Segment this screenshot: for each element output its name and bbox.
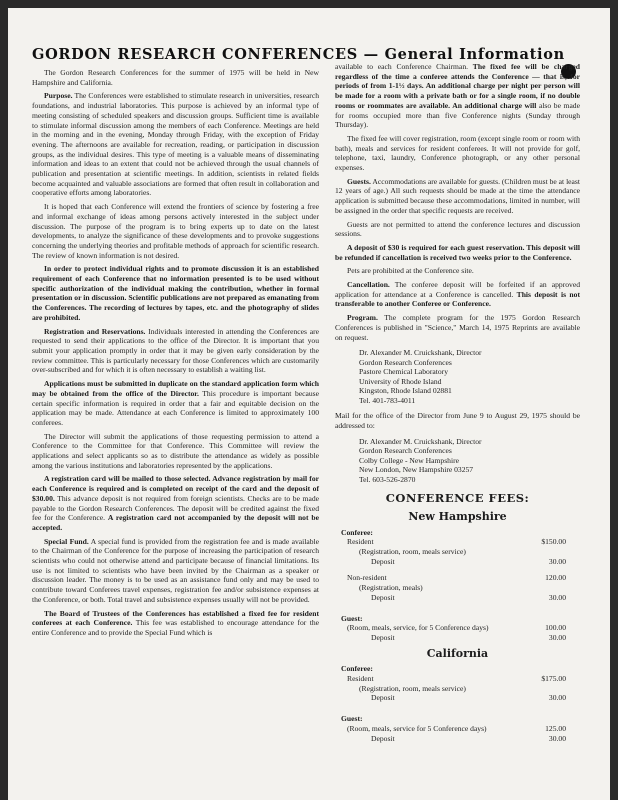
fee-row: Deposit 30.00	[371, 733, 566, 743]
left-column	[32, 68, 319, 642]
california-heading: California	[426, 646, 489, 660]
mail-paragraph: Mail for the office of the Director from June 9 to August 29, 1975 should be addressed to:	[335, 411, 580, 430]
fee-row: (Room, meals, service, for 5 Conference days) 100.00	[347, 623, 566, 633]
fee-row: Resident $150.00	[347, 537, 566, 547]
guest-deposit-paragraph: A deposit of $30 is required for each guest reservation. This deposit will be refunded if cancellation is received two weeks prior to the Conference.	[335, 242, 580, 262]
conference-fees-heading: CONFERENCE FEES:	[385, 491, 530, 506]
hoped-paragraph: It is hoped that each Conference will extend the frontiers of science by fostering a free and informal exchange of ideas among persons actively interested in the subject under discussion. The purpose of the program is to bring experts up to date on the latest developments, to analyze the significance of these developments and to provoke suggestions concerning the underlying theories and profitable methods of approach for scientific research. The review of known information is not desired.	[32, 202, 319, 260]
fee-row: Deposit 30.00	[371, 592, 566, 602]
fee-continuation-paragraph: available to each Conference Chairman. The fixed fee will be charged regardless of the time a conferee attends the Conference — that is, for periods of from 1-1½ days. An additional charge per night per person will be made for a room with a private bath or for a single room, if no double rooms or roommates are available. An additional charge will also be made for rooms occupied more than five Conference nights (Sunday through Thursday).	[335, 62, 581, 130]
special-fund-paragraph: Special Fund. A special fund is provided from the registration fee and is made available to the Chairman of the Conference for the purpose of increasing the participation of research scientists who could not otherwise attend and participate because of financial limitations. Its use is not limited to scientists who have been invited by the Chairman as a speaker or discussion leader. The money is to be used as an assistance fund only and may be used to contribute toward Conferees travel expenses, registration fee and/or subsistence expenses at the Conference, or both. Total travel and subsistence expenses usually will not be provided.	[32, 536, 319, 604]
guests-paragraph: Guests. Accommodations are available for guests. (Children must be at least 12 years of age.) All such requests should be made at the time the attendance application is submitted because these accommodations, limited in number, will be assigned in the order that specific requests are received.	[335, 176, 580, 215]
fee-row: Deposit 30.00	[371, 693, 566, 703]
cancellation-paragraph: Cancellation. The conferee deposit will be forfeited if an approved application for attendance at a Conference is cancelled. This deposit is not transferable to another Conferee or Conference.	[335, 280, 580, 309]
document-page	[8, 8, 610, 800]
guests-lectures-paragraph: Guests are not permitted to attend the conference lectures and discussion sessions.	[335, 219, 580, 239]
page-title: GORDON RESEARCH CONFERENCES — General Information	[32, 46, 565, 63]
fixed-fee-paragraph: The fixed fee will cover registration, room (except single room or room with bath), meals and services for resident conferees. It will not provide for golf, telephone, taxi, laundry, Conference photograph, or any other personal expenses.	[335, 133, 581, 173]
card-paragraph: A registration card will be mailed to those selected. Advance registration by mail for each Conference is required and is completed on receipt of the card and the deposit of $30.00. This advance deposit is not required from foreign scientists. Checks are to be made payable to the Gordon Research Conferences. The deposit will be credited against the fixed fee for the Conference. A registration card not accompanied by the deposit will not be accepted.	[32, 474, 319, 532]
rights-paragraph: In order to protect individual rights and to promote discussion it is an established requirement of each Conference that no information presented is to be used without specific authorization of the individual making the contribution, whether in formal presentation or in discussion. Scientific publications are not prepared as emanating from the Conferences. The recording of lectures by tapes, etc. and the photography of slides are prohibited.	[32, 264, 319, 322]
director-paragraph: The Director will submit the applications of those requesting permission to attend a Conference to the Committee for that Conference. This Committee will review the applications and select applicants so as to distribute the attendance as widely as possible among the various institutions and laboratories represented by the applications.	[32, 431, 319, 470]
new-hampshire-heading: New Hampshire	[408, 509, 507, 523]
program-paragraph: Program. The complete program for the 1975 Gordon Research Conferences is published in "Science," March 14, 1975 Reprints are available on request.	[335, 313, 580, 342]
fee-row: Deposit 30.00	[371, 556, 566, 566]
board-paragraph: The Board of Trustees of the Conferences has established a fixed fee for resident conferees at each Conference. This fee was established to encourage attendance for the entire Conference and to provide the Special Fund which is	[32, 608, 319, 637]
kingston-address: Dr. Alexander M. Cruickshank, Director Gordon Research Conferences Pastore Chemical Laboratory University of Rhode Island Kingston, Rhode Island 02881 Tel. 401-783-4011	[359, 348, 482, 405]
intro-paragraph: The Gordon Research Conferences for the summer of 1975 will be held in New Hampshire and California.	[32, 68, 319, 87]
right-column	[335, 62, 580, 743]
duplicate-paragraph: Applications must be submitted in duplicate on the standard application form which may be obtained from the office of the Director. This procedure is important because certain specific information is required in order that a fair and equitable decision on the application may be made. Attendance at each Conference is limited to approximately 100 conferees.	[32, 379, 319, 427]
purpose-paragraph: Purpose. The Conferences were established to stimulate research in universities, research foundations, and industrial laboratories. This purpose is achieved by an informal type of meeting consisting of scheduled speakers and discussion groups. Sufficient time is available to stimulate informal discussion among the members of each Conference. Meetings are held in the morning and in the evening, Monday through Friday, with the exception of Friday evening. The afternoons are available for recreation, reading, or participation in discussion groups, as the individual desires. This type of meeting is a valuable means of disseminating information and ideas to an extent that could not be achieved through the usual channels of publication and presentation at scientific meetings. In addition, scientists in related fields become acquainted and valuable associations are formed that often result in collaboration and cooperative efforts among laboratories.	[32, 91, 320, 198]
registration-paragraph: Registration and Reservations. Individuals interested in attending the Conferences are requested to send their applications to the office of the Director. It is important that you submit your application promptly in order that it may be given early consideration by the review committee. This is particularly necessary for those Conferences which are customarily over-subscribed and for which it is often necessary to establish a waiting list.	[32, 326, 319, 375]
california-fees: Conferee: Resident $175.00 (Registration, room, meals service) Deposit 30.00 Guest: (Room, meals, service for 5 Conference days) 125.00 Deposit 30.00	[335, 664, 580, 743]
fee-row: Non-resident 120.00	[347, 573, 566, 583]
fee-row: (Room, meals, service for 5 Conference days) 125.00	[347, 723, 566, 733]
fee-row: Resident $175.00	[347, 674, 566, 684]
pets-paragraph: Pets are prohibited at the Conference site.	[347, 266, 474, 276]
fee-row: Deposit 30.00	[371, 632, 566, 642]
new-london-address: Dr. Alexander M. Cruickshank, Director Gordon Research Conferences Colby College - New Hampshire New London, New Hampshire 03257 Tel. 603-526-2870	[359, 436, 482, 484]
new-hampshire-fees: Conferee: Resident $150.00 (Registration, room, meals service) Deposit 30.00 Non-resident 120.00 (Registration, meals) Deposit 30.00 Guest: (Room, meals, service, for 5 Conference days) 100.00 Deposit 30.00	[335, 528, 580, 643]
